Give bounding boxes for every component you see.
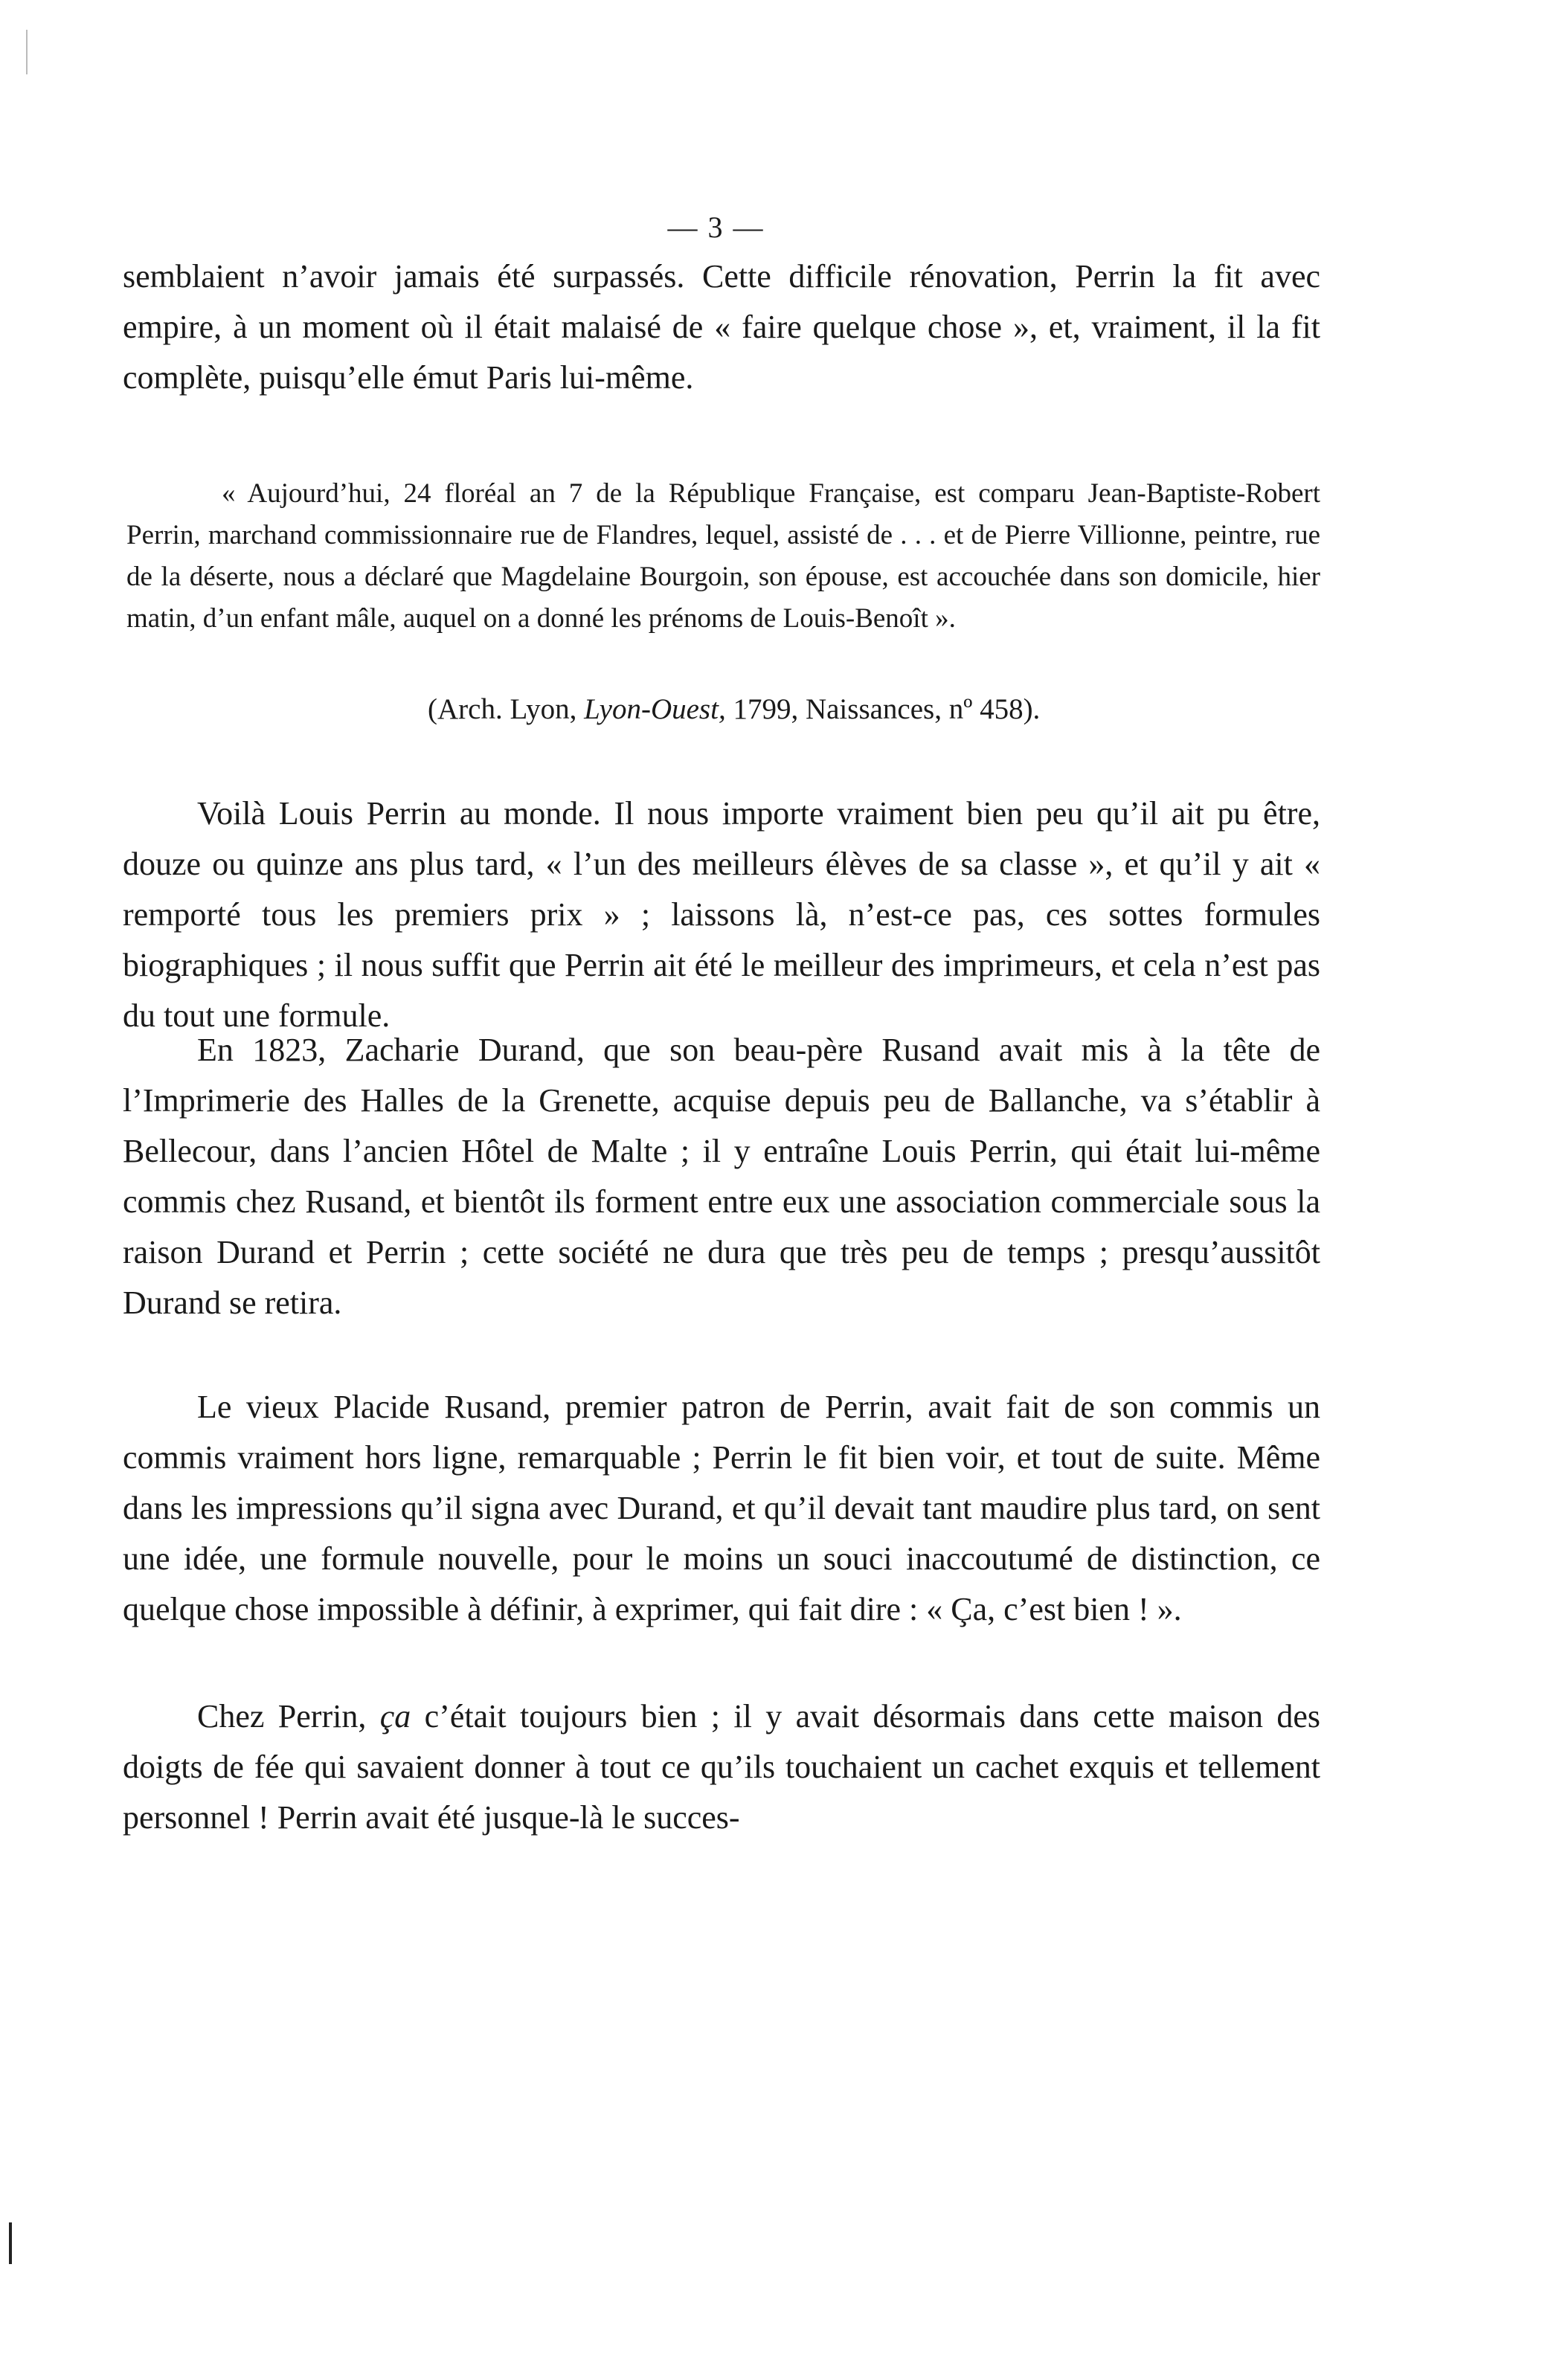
citation-prefix: (Arch. Lyon,	[428, 693, 585, 725]
paragraph-1: semblaient n’avoir jamais été surpassés. Cette difficile rénovation, Perrin la fit avec empire, à un moment où il était malaisé de « faire quelque chose », et, vraiment, il la fit complète, puisqu’elle émut Paris lui-même.	[123, 258, 1320, 396]
paragraph-5	[123, 1691, 1320, 1843]
margin-mark-bottom	[9, 2222, 12, 2264]
margin-mark-top	[26, 30, 28, 74]
citation-suffix: 1799, Naissances, nº 458).	[725, 693, 1041, 725]
quote-text: « Aujourd’hui, 24 floréal an 7 de la République Française, est comparu Jean-Baptiste-Robert Perrin, marchand commissionnaire rue de Flandres, lequel, assisté de . . . et de Pierre Villionne, peintre, rue de la déserte, nous a déclaré que Magdelaine Bourgoin, son épouse, est accouchée dans son domicile, hier matin, d’un enfant mâle, auquel on a donné les prénoms de Louis-Benoît ».	[126, 478, 1320, 634]
p5-suffix: c’était toujours bien ; il y avait désormais dans cette maison des doigts de fée qui savaient donner à tout ce qu’ils touchaient un cachet exquis et tellement personnel ! Perrin avait été jusque-là le succes-	[123, 1698, 1320, 1836]
citation-italic: Lyon-Ouest,	[584, 693, 726, 725]
birth-record-quote	[126, 473, 1320, 640]
paragraph-3: En 1823, Zacharie Durand, que son beau-père Rusand avait mis à la tête de l’Imprimerie des Halles de la Grenette, acquise depuis peu de Ballanche, va s’établir à Bellecour, dans l’ancien Hôtel de Malte ; il y entraîne Louis Perrin, qui était lui-même commis chez Rusand, et bientôt ils forment entre eux une association commerciale sous la raison Durand et Perrin ; cette société ne dura que très peu de temps ; presqu’aussitôt Durand se retira.	[123, 1032, 1320, 1321]
p5-prefix: Chez Perrin,	[197, 1698, 380, 1735]
page-number: — 3 —	[667, 210, 765, 244]
archive-citation	[428, 689, 1040, 730]
p5-italic: ça	[379, 1698, 411, 1735]
paragraph-2: Voilà Louis Perrin au monde. Il nous importe vraiment bien peu qu’il ait pu être, douze ou quinze ans plus tard, « l’un des meilleurs élèves de sa classe », et qu’il y ait « remporté tous les premiers prix » ; laissons là, n’est-ce pas, ces sottes formules biographiques ; il nous suffit que Perrin ait été le meilleur des imprimeurs, et cela n’est pas du tout une formule.	[123, 795, 1320, 1034]
paragraph-4: Le vieux Placide Rusand, premier patron de Perrin, avait fait de son commis un commis vraiment hors ligne, remarquable ; Perrin le fit bien voir, et tout de suite. Même dans les impressions qu’il signa avec Durand, et qu’il devait tant maudire plus tard, on sent une idée, une formule nouvelle, pour le moins un souci inaccoutumé de distinction, ce quelque chose impossible à définir, à exprimer, qui fait dire : « Ça, c’est bien ! ».	[123, 1389, 1320, 1627]
